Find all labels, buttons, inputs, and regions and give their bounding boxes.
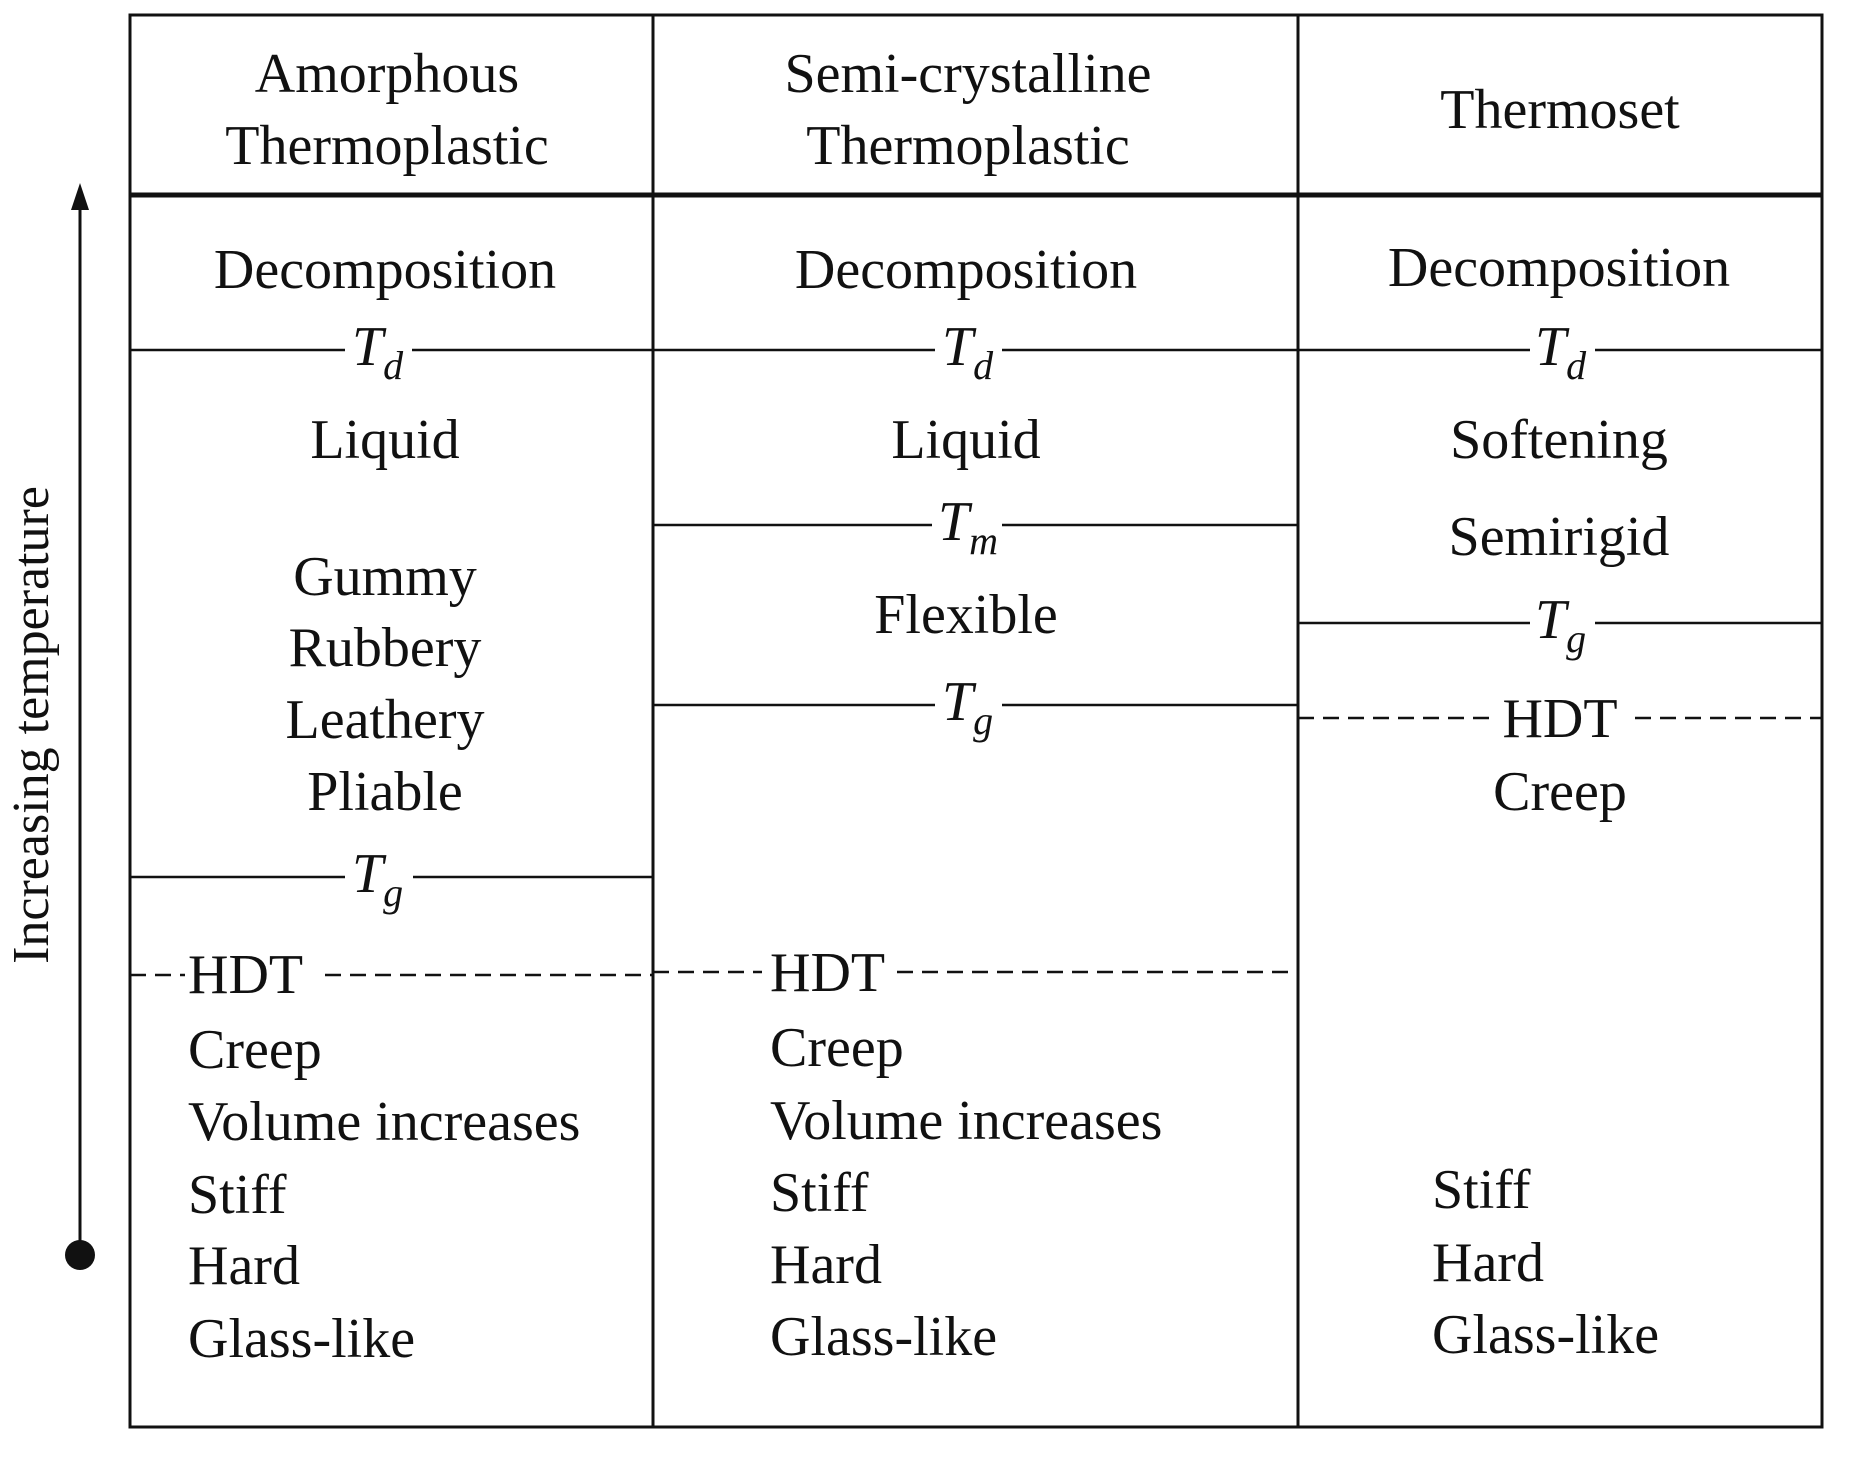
column-3-decomposition: Decomposition [1387,237,1731,299]
column-1-state-leathery: Leathery [285,689,485,751]
column-2-tm-label: Tm [938,491,999,563]
axis-start-dot-icon [65,1240,95,1270]
column-1-state-creep: Creep [188,1019,322,1081]
column-2-state-hard: Hard [770,1234,882,1296]
column-1-state-pliable: Pliable [307,761,463,823]
column-1-header-line-1: Amorphous [254,43,520,105]
column-2-state-stiff: Stiff [770,1162,869,1224]
column-3-state-semirigid: Semirigid [1448,506,1670,568]
column-1-state-rubbery: Rubbery [288,617,482,679]
column-thermoset [1298,79,1822,1366]
column-2-state-creep: Creep [770,1017,904,1079]
column-1-state-glass-like: Glass-like [188,1308,416,1370]
column-1-hdt-label: HDT [188,944,304,1006]
column-2-state-flexible: Flexible [874,584,1058,646]
column-semi-crystalline-thermoplastic [653,43,1298,1368]
column-3-state-glass-like: Glass-like [1432,1304,1660,1366]
column-2-decomposition: Decomposition [794,239,1138,301]
column-1-state-stiff: Stiff [188,1164,287,1226]
column-3-state-softening: Softening [1450,409,1668,471]
column-3-hdt-label: HDT [1502,688,1618,750]
column-1-tg-label: Tg [352,843,404,915]
column-3-tg-label: Tg [1535,589,1587,661]
column-2-header-line-2: Thermoplastic [806,115,1130,177]
column-2-hdt-label: HDT [770,942,886,1004]
column-1-state-hard: Hard [188,1235,300,1297]
column-2-tg-label: Tg [942,671,994,743]
column-amorphous-thermoplastic [130,43,653,1370]
column-2-state-glass-like: Glass-like [770,1306,998,1368]
column-1-decomposition: Decomposition [213,239,557,301]
axis-arrow-head-icon [71,183,89,210]
column-1-state-gummy: Gummy [293,546,477,608]
column-2-td-label: Td [942,316,994,388]
column-3-state-stiff: Stiff [1432,1159,1531,1221]
column-1-header-line-2: Thermoplastic [225,115,549,177]
axis-label: Increasing temperature [3,486,60,964]
column-1-state-volume-increases: Volume increases [188,1091,581,1153]
temperature-axis [3,183,95,1270]
column-2-state-liquid: Liquid [891,409,1041,471]
column-3-header-line-1: Thermoset [1440,79,1680,141]
column-3-td-label: Td [1535,316,1587,388]
column-1-td-label: Td [352,316,404,388]
column-1-state-liquid: Liquid [310,409,460,471]
column-2-state-volume-increases: Volume increases [770,1090,1163,1152]
column-2-header-line-1: Semi-crystalline [784,43,1152,105]
column-3-state-hard: Hard [1432,1232,1544,1294]
column-3-state-creep: Creep [1493,761,1627,823]
